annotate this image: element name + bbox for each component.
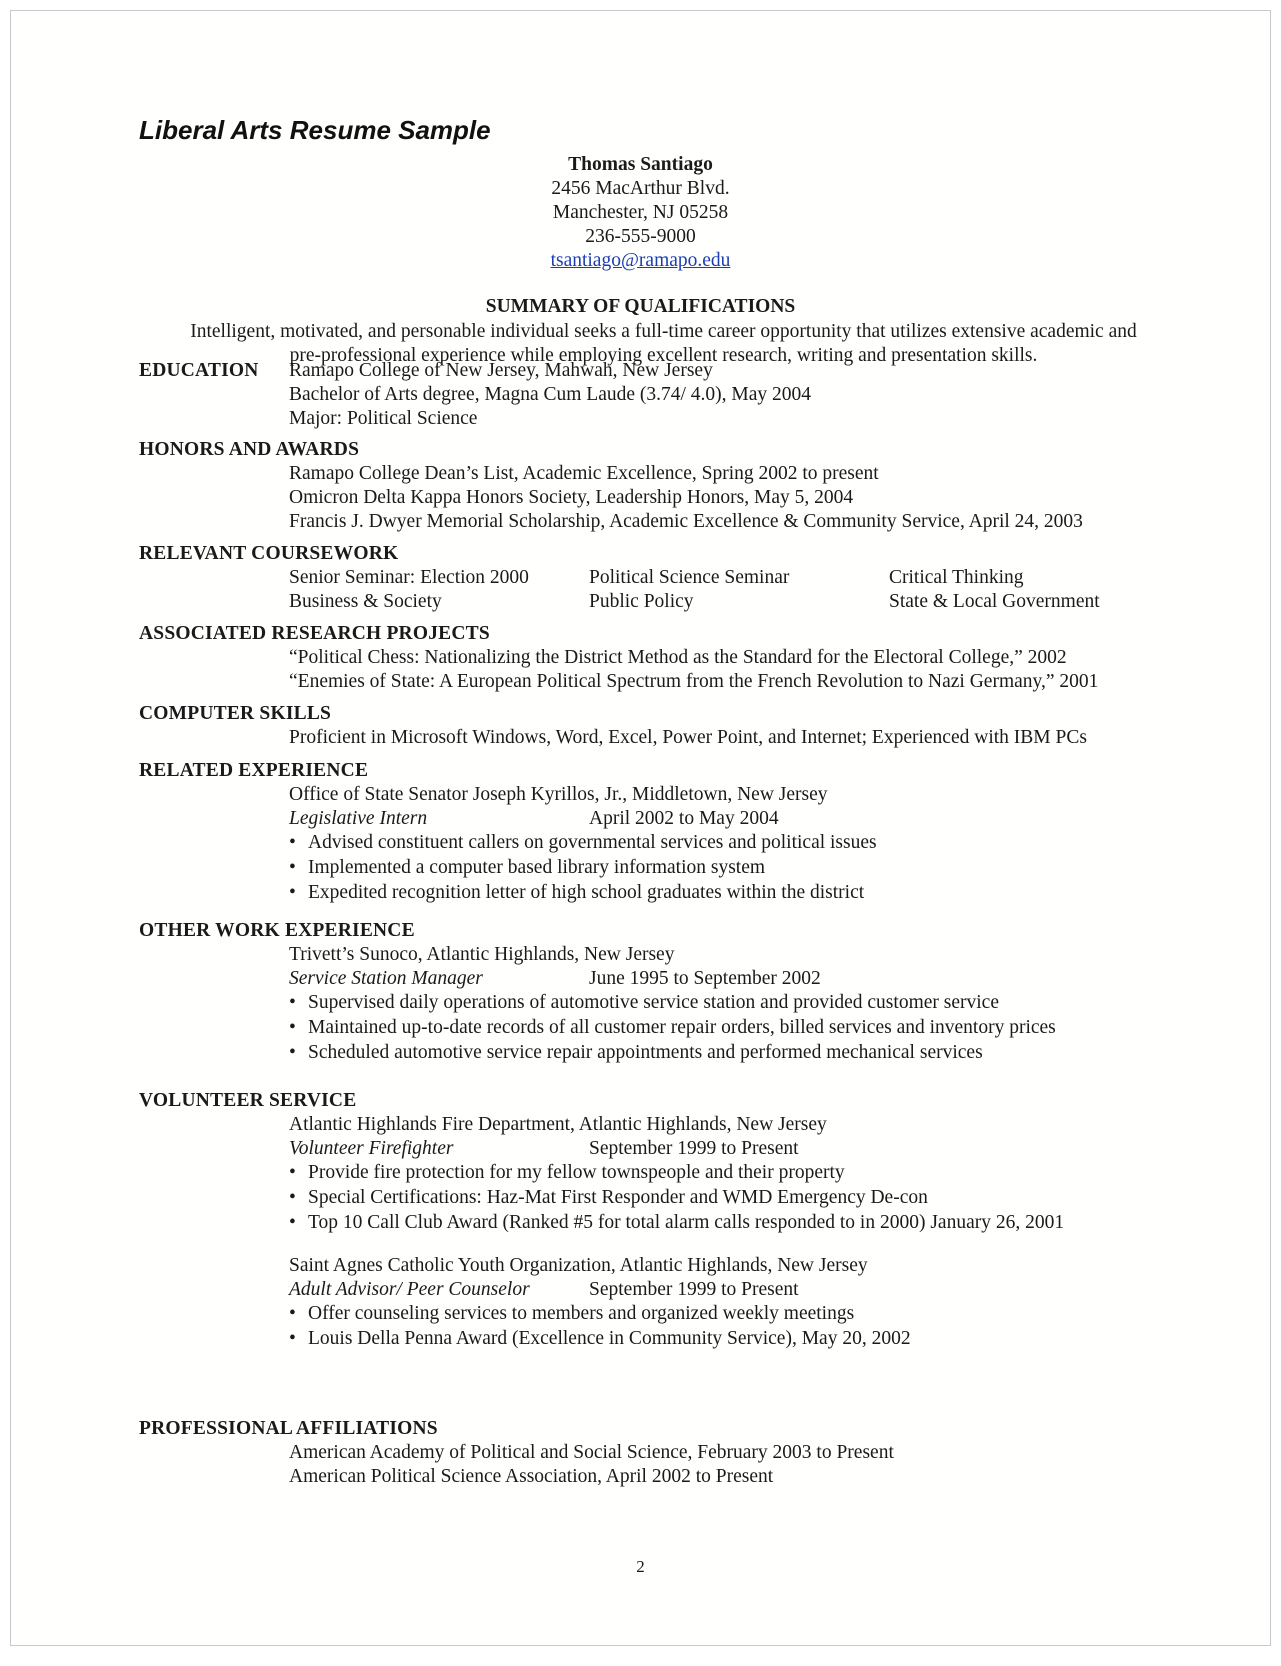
bullet-icon: • xyxy=(289,1017,296,1038)
honors-line: Ramapo College Dean’s List, Academic Excellence, Spring 2002 to present xyxy=(289,463,879,484)
other-bullet: • Supervised daily operations of automotive service station and provided customer service xyxy=(289,992,999,1013)
computer-section xyxy=(139,702,1189,750)
related-dates: April 2002 to May 2004 xyxy=(589,808,779,829)
other-role: Service Station Manager xyxy=(289,968,483,989)
computer-line: Proficient in Microsoft Windows, Word, Excel, Power Point, and Internet; Experienced with IBM PCs xyxy=(289,727,1087,748)
volunteer-dates: September 1999 to Present xyxy=(589,1279,799,1300)
volunteer-org: Atlantic Highlands Fire Department, Atlantic Highlands, New Jersey xyxy=(289,1114,827,1135)
other-bullet: • Scheduled automotive service repair appointments and performed mechanical services xyxy=(289,1042,983,1063)
course-item: Political Science Seminar xyxy=(589,567,790,588)
document-title: Liberal Arts Resume Sample xyxy=(139,115,491,145)
education-line: Bachelor of Arts degree, Magna Cum Laude (3.74/ 4.0), May 2004 xyxy=(289,384,812,405)
summary-line: Intelligent, motivated, and personable individual seeks a full-time career opportunity that utilizes extensive academic and xyxy=(190,321,1137,342)
other-heading: OTHER WORK EXPERIENCE xyxy=(139,920,415,941)
resume-page xyxy=(10,10,1271,1646)
volunteer-heading: VOLUNTEER SERVICE xyxy=(139,1090,357,1111)
research-line: “Political Chess: Nationalizing the District Method as the Standard for the Electoral College,” 2002 xyxy=(289,647,1067,668)
honors-line: Francis J. Dwyer Memorial Scholarship, Academic Excellence & Community Service, April 24, 2003 xyxy=(289,511,1083,532)
related-role-row xyxy=(289,807,1189,831)
coursework-heading: RELEVANT COURSEWORK xyxy=(139,543,399,564)
contact-block xyxy=(11,153,1270,273)
affiliation-line: American Academy of Political and Social Science, February 2003 to Present xyxy=(289,1442,894,1463)
other-experience-section xyxy=(139,919,1189,1066)
affiliations-section xyxy=(139,1417,1189,1489)
address-line: 2456 MacArthur Blvd. xyxy=(551,178,730,199)
volunteer-bullet: • Special Certifications: Haz-Mat First Responder and WMD Emergency De-con xyxy=(289,1187,928,1208)
coursework-section xyxy=(139,542,1189,614)
related-bullet: • Advised constituent callers on governmental services and political issues xyxy=(289,832,877,853)
volunteer-bullet: • Top 10 Call Club Award (Ranked #5 for total alarm calls responded to in 2000) January 26, 2001 xyxy=(289,1212,1065,1233)
other-org: Trivett’s Sunoco, Atlantic Highlands, New Jersey xyxy=(289,944,675,965)
bullet-icon: • xyxy=(289,857,296,878)
bullet-icon: • xyxy=(289,992,296,1013)
related-bullet: • Implemented a computer based library information system xyxy=(289,857,766,878)
volunteer-section xyxy=(139,1089,1189,1352)
bullet-icon: • xyxy=(289,1187,296,1208)
education-line: Ramapo College of New Jersey, Mahwah, New Jersey xyxy=(289,360,713,381)
volunteer-bullet: • Louis Della Penna Award (Excellence in Community Service), May 20, 2002 xyxy=(289,1328,911,1349)
volunteer-role: Adult Advisor/ Peer Counselor xyxy=(289,1279,530,1300)
summary-line: pre-professional experience while employing excellent research, writing and presentation skills. xyxy=(289,345,1038,366)
course-item: Senior Seminar: Election 2000 xyxy=(289,567,529,588)
education-line: Major: Political Science xyxy=(289,408,478,429)
honors-line: Omicron Delta Kappa Honors Society, Leadership Honors, May 5, 2004 xyxy=(289,487,854,508)
related-heading: RELATED EXPERIENCE xyxy=(139,760,369,781)
course-item: State & Local Government xyxy=(889,591,1100,612)
related-role: Legislative Intern xyxy=(289,808,428,829)
volunteer-role-row xyxy=(289,1137,1189,1161)
course-item: Critical Thinking xyxy=(889,567,1024,588)
volunteer-role-row xyxy=(289,1278,1189,1302)
course-item: Business & Society xyxy=(289,591,442,612)
summary-heading: SUMMARY OF QUALIFICATIONS xyxy=(485,296,796,317)
coursework-row xyxy=(289,566,1189,590)
research-section xyxy=(139,622,1189,694)
phone-line: 236-555-9000 xyxy=(585,226,696,247)
volunteer-role: Volunteer Firefighter xyxy=(289,1138,454,1159)
email-link[interactable]: tsantiago@ramapo.edu xyxy=(550,250,731,271)
related-experience-section xyxy=(139,759,1189,906)
bullet-icon: • xyxy=(289,882,296,903)
city-line: Manchester, NJ 05258 xyxy=(552,202,729,223)
other-role-row xyxy=(289,967,1189,991)
coursework-row xyxy=(289,590,1189,614)
related-bullet: • Expedited recognition letter of high school graduates within the district xyxy=(289,882,865,903)
bullet-icon: • xyxy=(289,832,296,853)
computer-heading: COMPUTER SKILLS xyxy=(139,703,332,724)
honors-section xyxy=(139,438,1189,534)
other-bullet: • Maintained up-to-date records of all customer repair orders, billed services and inventory prices xyxy=(289,1017,1056,1038)
course-item: Public Policy xyxy=(589,591,694,612)
volunteer-bullet: • Offer counseling services to members and organized weekly meetings xyxy=(289,1303,855,1324)
education-section xyxy=(139,359,1189,431)
honors-heading: HONORS AND AWARDS xyxy=(139,439,360,460)
other-dates: June 1995 to September 2002 xyxy=(589,968,821,989)
bullet-icon: • xyxy=(289,1328,296,1349)
volunteer-dates: September 1999 to Present xyxy=(589,1138,799,1159)
volunteer-bullet: • Provide fire protection for my fellow townspeople and their property xyxy=(289,1162,845,1183)
education-heading: EDUCATION xyxy=(139,360,259,381)
bullet-icon: • xyxy=(289,1212,296,1233)
affiliations-heading: PROFESSIONAL AFFILIATIONS xyxy=(139,1418,438,1439)
related-org: Office of State Senator Joseph Kyrillos, Jr., Middletown, New Jersey xyxy=(289,784,828,805)
research-heading: ASSOCIATED RESEARCH PROJECTS xyxy=(139,623,490,644)
candidate-name: Thomas Santiago xyxy=(568,154,713,175)
affiliation-line: American Political Science Association, April 2002 to Present xyxy=(289,1466,774,1487)
volunteer-org: Saint Agnes Catholic Youth Organization, Atlantic Highlands, New Jersey xyxy=(289,1255,868,1276)
bullet-icon: • xyxy=(289,1303,296,1324)
page-number: 2 xyxy=(636,1557,645,1576)
bullet-icon: • xyxy=(289,1162,296,1183)
bullet-icon: • xyxy=(289,1042,296,1063)
research-line: “Enemies of State: A European Political Spectrum from the French Revolution to Nazi Germany,” 2001 xyxy=(289,671,1099,692)
